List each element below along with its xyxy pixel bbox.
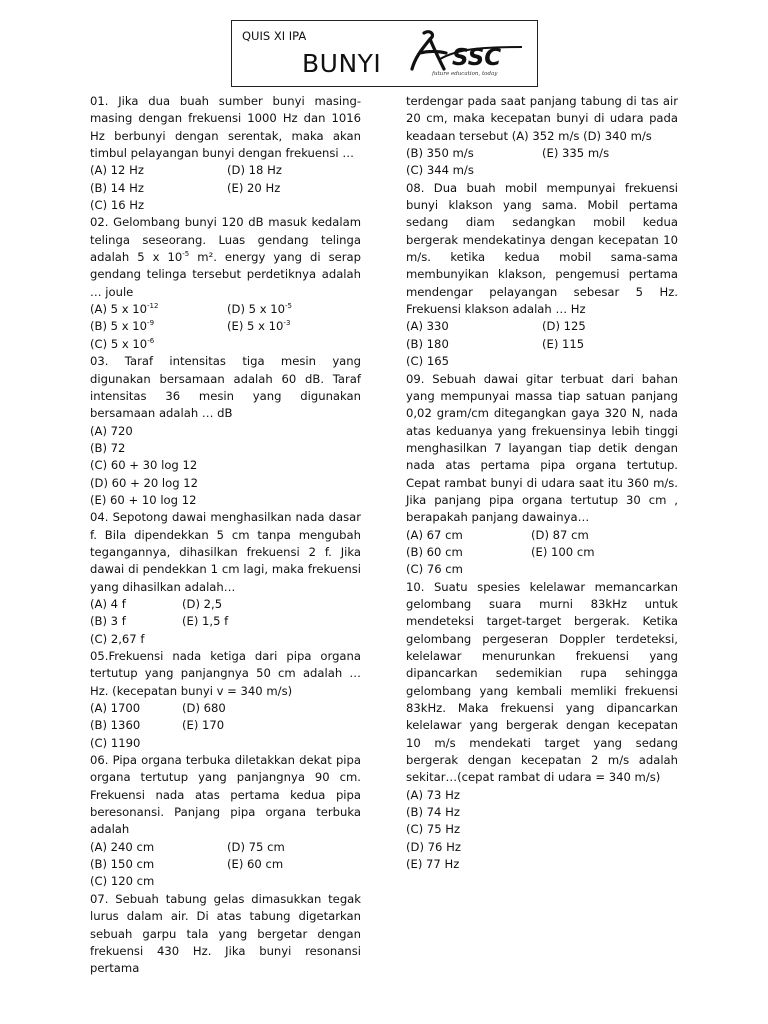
option-b: (B) 72 [90, 440, 126, 455]
option-d: (D) 2,5 [182, 596, 223, 611]
question-08-options-row1 [406, 318, 678, 335]
logo-tagline: future education, today [432, 71, 498, 77]
option-e: (E) 170 [182, 718, 225, 733]
option-c: (C) 76 cm [406, 562, 463, 577]
question-05-options-row1 [90, 700, 361, 717]
option-d: (D) 5 x $10^{-5}$ [227, 302, 293, 317]
option-b: (B) 14 Hz [90, 180, 144, 195]
question-03-text: 03. Taraf intensitas tiga mesin yang digunakan bersamaan adalah 60 dB. Taraf intensitas 36 mesin yang digunakan bersamaan adalah … dB [90, 354, 361, 421]
option-c: (C) 344 m/s [406, 163, 474, 178]
option-b: (B) 180 [406, 336, 449, 351]
question-07-text: 07. Sebuah tabung gelas dimasukkan tegak lurus dalam air. Di atas tabung digetarkan sebuah garpu tala yang bergetar dengan frekuensi 430 Hz. Jika bunyi resonansi pertama [90, 891, 361, 976]
option-c: (C) 75 Hz [406, 822, 461, 837]
question-04-options-row1 [90, 596, 361, 613]
option-b: (B) 150 cm [90, 857, 155, 872]
question-04-options-row2 [90, 613, 361, 630]
option-e: (E) 115 [542, 336, 585, 351]
option-a: (A) 720 [90, 423, 133, 438]
option-a: (A) 12 Hz [90, 163, 144, 178]
option-d: (D) 680 [182, 701, 226, 716]
question-07-options-row [406, 145, 678, 162]
question-06-options-row1 [90, 839, 361, 856]
option-b: (B) 74 Hz [406, 805, 460, 820]
option-e: (E) 1,5 f [182, 614, 229, 629]
question-09-text: 09. Sebuah dawai gitar terbuat dari bahan yang mempunyai massa tiap satuan panjang 0,02 gram/cm ditegangkan gaya 320 N, nada atas keduanya yang frekuensinya lebih tinggi menghasilkan 7 layangan tiap detik dengan nada atas pertama pipa organa tertutup. Cepat rambat bunyi di udara saat itu 360 m/s. Jika panjang pipa organa tertutup 30 cm , berapakah panjang dawainya… [406, 371, 678, 525]
question-08-text: 08. Dua buah mobil mempunyai frekuensi bunyi klakson yang sama. Mobil pertama sedang diam sedangkan mobil kedua bergerak mendekatinya dengan kecepatan 10 m/s. ketika kedua mobil sama-sama membunyikan klakson, pengemusi pertama mendengar pelayangan sebesar 5 Hz. Frekuensi klakson adalah … Hz [406, 180, 678, 317]
question-07-continued-text: terdengar pada saat panjang tabung di tas air 20 cm, maka kecepatan bunyi di udara pada keadaan tersebut (A) 352 m/s (D) 340 m/s [406, 94, 678, 143]
question-06-options-row2 [90, 856, 361, 873]
option-a: (A) 1700 [90, 701, 141, 716]
question-09-options-row2 [406, 544, 678, 561]
question-08-options-row2 [406, 336, 678, 353]
option-a: (A) 5 x $10^{-12}$ [90, 302, 159, 317]
question-06-text: 06. Pipa organa terbuka diletakkan dekat pipa organa tertutup yang panjangnya 90 cm. Frekuensi nada atas pertama kedua pipa beresonansi. Panjang pipa organa terbuka adalah [90, 753, 361, 837]
option-c: (C) 16 Hz [90, 198, 145, 213]
option-d: (D) 125 [542, 319, 586, 334]
quiz-subject: QUIS XI IPA [242, 29, 307, 43]
option-c: (C) 60 + 30 log 12 [90, 458, 198, 473]
question-05-text: 05.Frekuensi nada ketiga dari pipa organa tertutup yang panjangnya 50 cm adalah … Hz. (kecepatan bunyi v = 340 m/s) [90, 649, 361, 698]
option-c: (C) 2,67 f [90, 631, 145, 646]
question-01-options-row2 [90, 180, 361, 197]
question-01-text: 01. Jika dua buah sumber bunyi masing-masing dengan frekuensi 1000 Hz dan 1016 Hz berbunyi dengan serentak, maka akan timbul pelayangan bunyi dengan frekuensi … [90, 94, 361, 161]
option-e: (E) 60 + 10 log 12 [90, 492, 197, 507]
option-c: (C) 165 [406, 354, 449, 369]
right-column [406, 93, 678, 873]
option-d: (D) 18 Hz [227, 163, 282, 178]
left-column [90, 93, 361, 978]
option-c: (C) 5 x $10^{-6}$ [90, 336, 155, 351]
option-e: (E) 5 x $10^{-3}$ [227, 319, 291, 334]
option-b: (B) 3 f [90, 614, 126, 629]
quiz-title: BUNYI [302, 49, 382, 78]
option-a: (A) 67 cm [406, 527, 463, 542]
logo-figure-mark [412, 32, 446, 69]
option-d: (D) 75 cm [227, 839, 285, 854]
option-b: (B) 1360 [90, 718, 141, 733]
option-b: (B) 350 m/s [406, 146, 474, 161]
option-c: (C) 1190 [90, 735, 141, 750]
option-b: (B) 5 x $10^{-9}$ [90, 319, 155, 334]
question-02-text: 02. Gelombang bunyi 120 dB masuk kedalam telinga seseorang. Luas gendang telinga adalah 5 x $10^{-5}$ m². energy yang di serap gendang telinga tersebut perdetiknya adalah … joule [90, 215, 362, 299]
question-05-options-row2 [90, 717, 361, 734]
option-e: (E) 60 cm [227, 857, 284, 872]
option-e: (E) 100 cm [531, 544, 595, 559]
option-a: (A) 330 [406, 319, 449, 334]
option-c: (C) 120 cm [90, 874, 155, 889]
option-a: (A) 240 cm [90, 839, 155, 854]
question-09-options-row1 [406, 527, 678, 544]
option-b: (B) 60 cm [406, 544, 463, 559]
question-04-text: 04. Sepotong dawai menghasilkan nada dasar f. Bila dipendekkan 5 cm tanpa mengubah tegangannya, dihasilkan frekuensi 2 f. Jika dawai di pendekkan 1 cm lagi, maka frekuensi yang dihasilkan adalah… [90, 510, 361, 594]
header-box [231, 20, 538, 87]
option-d: (D) 60 + 20 log 12 [90, 475, 199, 490]
option-a: (A) 4 f [90, 596, 126, 611]
question-01-options-row1 [90, 162, 361, 179]
question-02-options-row1 [90, 301, 361, 318]
logo-lettering: SSC [452, 45, 502, 71]
question-10-text: 10. Suatu spesies kelelawar memancarkan gelombang suara murni 83kHz untuk mendeteksi target-target bergerak. Ketika gelombang pergeseran Doppler terdeteksi, kelelawar menurunkan frekuensi yang dipancarkan sedemikian rupa sehingga gelombang yang kembali memliki frekuensi 83kHz. Maka frekuensi yang dipancarkan kelelawar yang bergerak dengan kecepatan 10 m/s mendekati target yang sedang bergerak dengan kecepatan 2 m/s adalah sekitar…(cepat rambat di udara = 340 m/s) [406, 579, 678, 785]
option-e: (E) 77 Hz [406, 857, 460, 872]
option-d: (D) 87 cm [531, 527, 589, 542]
option-e: (E) 20 Hz [227, 180, 281, 195]
option-e: (E) 335 m/s [542, 146, 610, 161]
option-a: (A) 73 Hz [406, 787, 460, 802]
question-02-options-row2 [90, 318, 361, 335]
option-d: (D) 76 Hz [406, 839, 461, 854]
